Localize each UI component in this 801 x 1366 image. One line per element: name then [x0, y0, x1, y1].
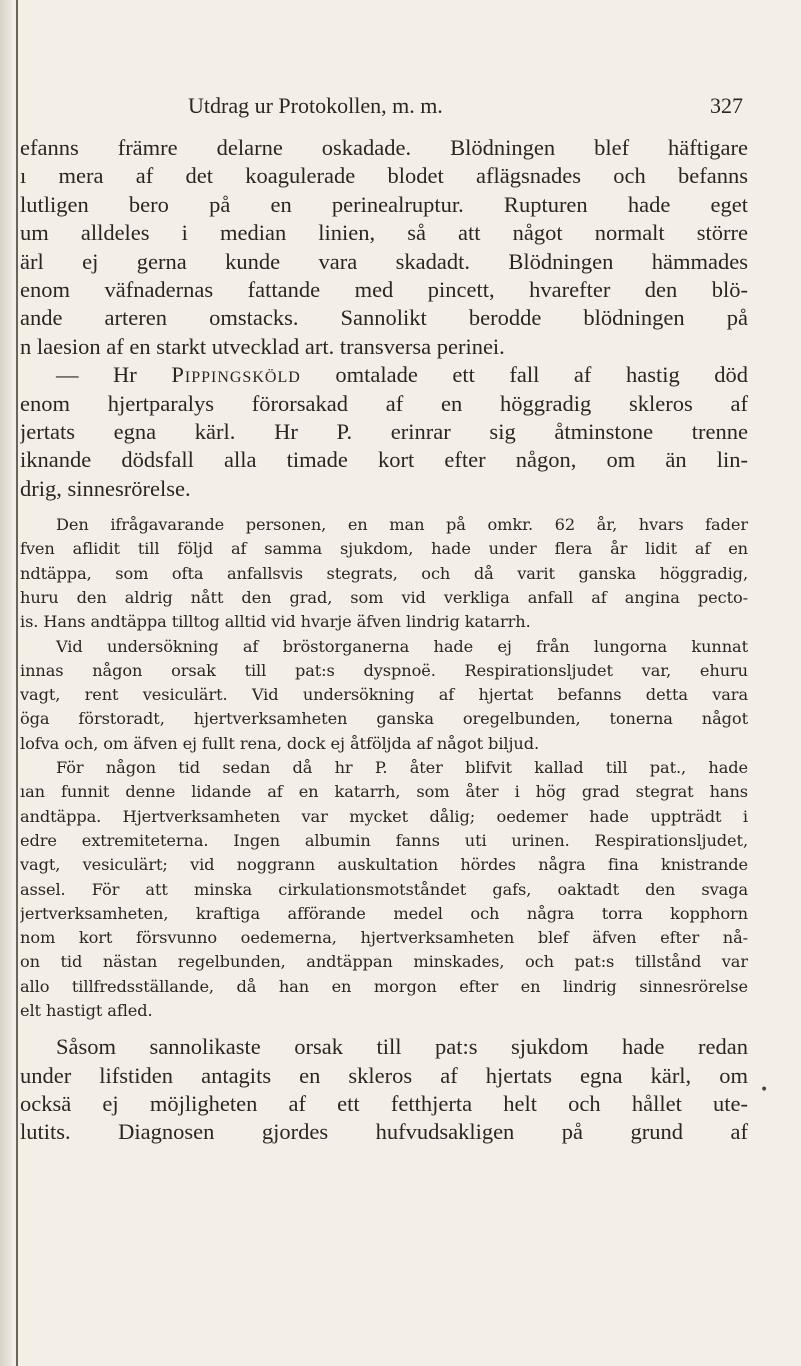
paragraph-2 — [20, 361, 748, 503]
running-title: Utdrag ur Protokollen, m. m. — [188, 93, 443, 118]
speaker-name: Pippingsköld — [171, 362, 301, 388]
page-body — [20, 134, 748, 1147]
text-line: innas någon orsak till pat:s dyspnoë. Respirationsljudet var, ehuru — [20, 660, 748, 680]
text-line: assel. För att minska cirkulationsmotståndet gafs, oaktadt den svaga — [20, 879, 748, 899]
text-line: jertverksamheten, kraftiga afförande medel och några torra kopphorn — [20, 903, 748, 923]
speaker-prefix: — Hr — [56, 362, 137, 388]
margin-mark: • — [760, 1082, 769, 1098]
text-line: ärl ej gerna kunde vara skadadt. Blödningen hämmades — [20, 248, 748, 274]
text-line: nom kort försvunno oedemerna, hjertverksamheten blef äfven efter nå- — [20, 928, 748, 948]
paragraph-1 — [20, 134, 748, 361]
text-line: För någon tid sedan då hr P. åter blifvit kallad till pat., hade — [56, 758, 748, 778]
text-line: on tid nästan regelbunden, andtäppan minskades, och pat:s tillstånd var — [20, 952, 748, 972]
text-line: lutits. Diagnosen gjordes hufvudsakligen på grund af — [20, 1119, 748, 1145]
page-number: 327 — [710, 93, 743, 118]
text-line: drig, sinnesrörelse. — [20, 475, 191, 501]
page-header — [188, 93, 743, 123]
text-line: ı mera af det koagulerade blodet aflägsnades och befanns — [20, 163, 748, 189]
text-line-rest: omtalade ett fall af hastig död — [335, 362, 748, 388]
text-line: Den ifrågavarande personen, en man på omkr. 62 år, hvars fader — [56, 515, 748, 535]
text-line: enom väfnadernas fattande med pincett, hvarefter den blö- — [20, 276, 748, 302]
paragraph-3 — [20, 1033, 748, 1147]
page-edge — [0, 0, 12, 1366]
text-line: n laesion af en starkt utvecklad art. transversa perinei. — [20, 333, 505, 359]
text-line: allo tillfredsställande, då han en morgon efter en lindrig sinnesrörelse — [20, 976, 748, 996]
text-line: huru den aldrig nått den grad, som vid verkliga anfall af angina pecto- — [20, 587, 748, 607]
text-line: öga förstoradt, hjertverksamheten ganska oregelbunden, tonerna något — [20, 709, 748, 729]
text-line: edre extremiteterna. Ingen albumin fanns uti urinen. Respirationsljudet, — [20, 830, 748, 850]
text-line: Såsom sannolikaste orsak till pat:s sjukdom hade redan — [56, 1034, 748, 1060]
text-line: efanns främre delarne oskadade. Blödningen blef häftigare — [20, 135, 748, 160]
text-line: lofva och, om äfven ej fullt rena, dock ej åtföljda af något biljud. — [20, 733, 540, 753]
text-line: vagt, rent vesiculärt. Vid undersökning af hjertat befanns detta vara — [20, 685, 748, 705]
text-line: fven aflidit till följd af samma sjukdom, hade under flera år lidit af en — [20, 539, 748, 559]
text-line: vagt, vesiculärt; vid noggrann auskultation hördes några fina knistrande — [20, 855, 748, 875]
text-line: elt hastigt afled. — [20, 1001, 153, 1021]
text-line: is. Hans andtäppa tilltog alltid vid hvarje äfven lindrig katarrh. — [20, 612, 531, 632]
text-line: um alldeles i median linien, så att något normalt större — [20, 220, 748, 246]
text-line: ıan funnit denne lidande af en katarrh, som åter i hög grad stegrat hans — [20, 782, 748, 802]
text-line: ndtäppa, som ofta anfallsvis stegrats, och då varit ganska höggradig, — [20, 563, 748, 583]
text-line: ande arteren omstacks. Sannolikt berodde blödningen på — [20, 305, 748, 331]
text-line — [20, 361, 748, 389]
text-line: enom hjertparalys förorsakad af en höggradig skleros af — [20, 390, 748, 416]
text-line: iknande dödsfall alla timade kort efter någon, om än lin- — [20, 447, 748, 473]
text-line: ocksä ej möjligheten af ett fetthjerta helt och hållet ute- — [20, 1091, 748, 1117]
case-report — [20, 513, 748, 1023]
text-line: lutligen bero på en perinealruptur. Rupturen hade eget — [20, 191, 748, 217]
text-line: under lifstiden antagits en skleros af hjertats egna kärl, om — [20, 1062, 748, 1088]
text-line: andtäppa. Hjertverksamheten var mycket dålig; oedemer hade uppträdt i — [20, 806, 748, 826]
text-line: Vid undersökning af bröstorganerna hade ej från lungorna kunnat — [56, 636, 748, 656]
binding-gutter-line — [16, 0, 18, 1366]
text-line: jertats egna kärl. Hr P. erinrar sig åtminstone trenne — [20, 418, 748, 444]
